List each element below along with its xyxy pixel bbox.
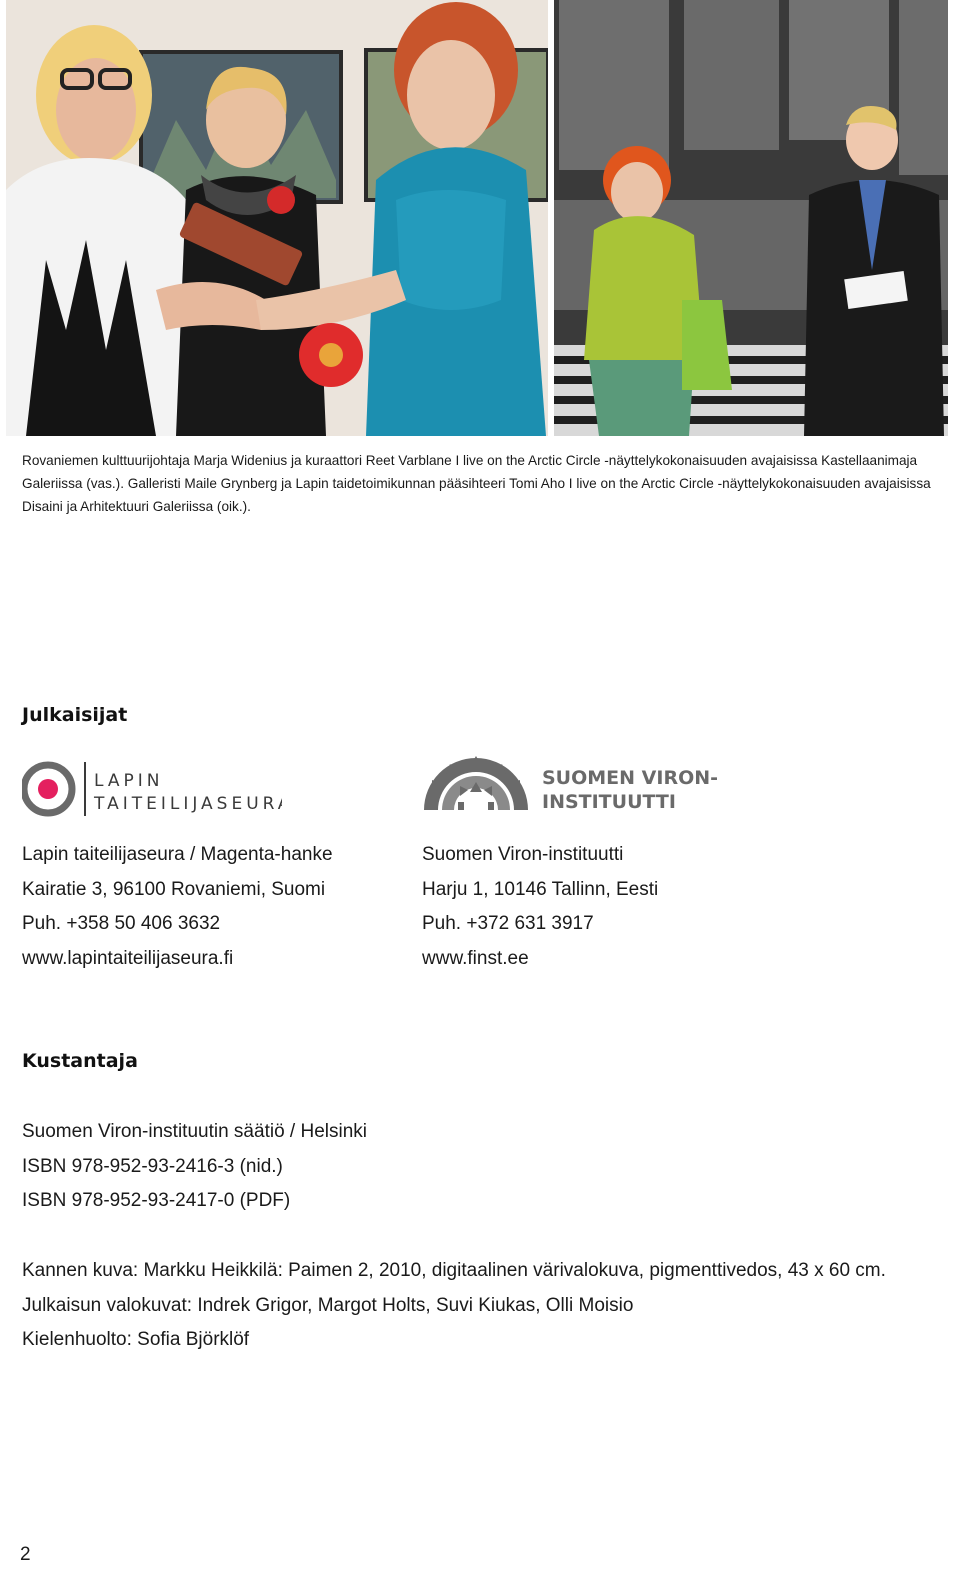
lapin-logo-dot-icon [38, 779, 58, 799]
photo-right-illustration [554, 0, 948, 436]
lapin-logo-graphic [22, 758, 282, 820]
photo-exhibition-text-wall [554, 0, 948, 436]
finst-logo-graphic [420, 752, 720, 814]
lapin-phone: Puh. +358 50 406 3632 [22, 913, 221, 935]
finst-logo-pattern-icon [424, 756, 528, 810]
photo-exhibition-opening [6, 0, 548, 436]
publisher-info [22, 1115, 367, 1219]
language-editing-credit: Kielenhuolto: Sofia Björklöf [22, 1329, 250, 1351]
publisher-name: Suomen Viron-instituutin säätiö / Helsinki [22, 1121, 367, 1142]
finst-logo-line2: INSTITUUTTI [542, 791, 676, 813]
lapin-website: www.lapintaiteilijaseura.fi [22, 948, 234, 970]
page-number: 2 [20, 1544, 31, 1565]
finst-contact-info [422, 838, 658, 977]
finst-phone: Puh. +372 631 3917 [422, 913, 594, 935]
finst-organization: Suomen Viron-instituutti [422, 844, 624, 865]
photo-credits: Julkaisun valokuvat: Indrek Grigor, Margot Holts, Suvi Kiukas, Olli Moisio [22, 1294, 634, 1316]
lapin-contact-info [22, 838, 333, 977]
isbn-print: ISBN 978-952-93-2416-3 (nid.) [22, 1155, 283, 1177]
photo-left-illustration [6, 0, 548, 436]
lapin-logo-line2: TAITEILIJASEURA [94, 794, 282, 814]
photo-caption: Rovaniemen kulttuurijohtaja Marja Widenius ja kuraattori Reet Varblane I live on the Arctic Circle -näyttelykokonaisuuden avajaisissa Kastellaanimaja Galeriissa (vas.). Galleristi Maile Grynberg ja Lapin taidetoimikunnan pääsihteeri Tomi Aho I live on the Arctic Circle -näyttelykokonaisuuden avajaisissa Disaini ja Arhitektuuri Galeriissa (oik.). [22, 453, 931, 514]
lapin-address: Kairatie 3, 96100 Rovaniemi, Suomi [22, 878, 326, 900]
finst-website: www.finst.ee [422, 948, 529, 970]
credits [22, 1254, 942, 1358]
finst-address: Harju 1, 10146 Tallinn, Eesti [422, 878, 659, 900]
cover-image-credit: Kannen kuva: Markku Heikkilä: Paimen 2, 2010, digitaalinen värivalokuva, pigmenttivedos, 43 x 60 cm. [22, 1260, 886, 1281]
heading-publishers: Julkaisijat [22, 704, 128, 726]
lapin-logo-line1: LAPIN [94, 771, 164, 791]
suomen-viron-instituutti-logo [420, 752, 720, 814]
lapin-organization: Lapin taiteilijaseura / Magenta-hanke [22, 844, 333, 865]
lapin-taiteilijaseura-logo [22, 758, 282, 820]
isbn-pdf: ISBN 978-952-93-2417-0 (PDF) [22, 1190, 291, 1212]
heading-publisher: Kustantaja [22, 1050, 138, 1072]
finst-logo-line1: SUOMEN VIRON- [542, 767, 719, 789]
